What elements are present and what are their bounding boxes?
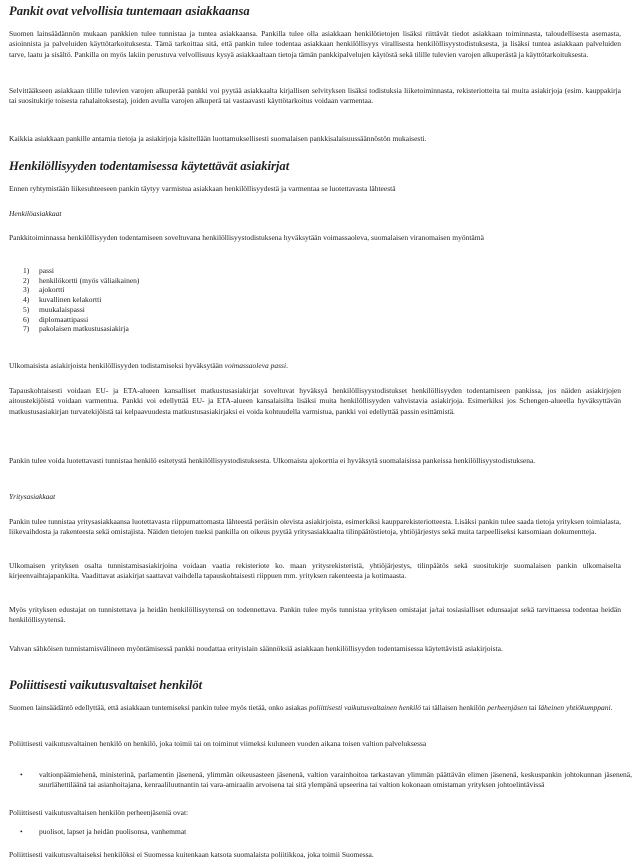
section-heading-politically-exposed-persons: Poliittisesti vaikutusvaltaiset henkilöt	[9, 678, 203, 692]
list-item: 7) pakolaisen matkustusasiakirja	[23, 324, 129, 334]
paragraph: Poliittisesti vaikutusvaltainen henkilö on henkilö, joka toimii tai on toiminut viimeksi kuluneen vuoden aikana toisen valtion palveluksessa	[9, 739, 427, 748]
paragraph: Poliittisesti vaikutusvaltaisen henkilön perheenjäseniä ovat:	[9, 808, 189, 817]
paragraph: Pankin tulee voida luotettavasti tunnistaa henkilö esitetystä henkilöllisyystodistuksesta. Ulkomaista ajokorttia ei hyväksytä suomalaisissa pankeissa henkilöllisyystodistuksena.	[9, 456, 536, 465]
paragraph: Selvittääkseen asiakkaan tilille tulevien varojen alkuperää pankki voi pyytää asiakkaalta kirjallisen selvityksen lisäksi todistuksia liiketoiminnasta, rekisteriotteita tai muita asiakirjoja (esim. kauppakirja tai suositukirje toisesta rahalaitoksesta), joiden avulla varojen alkuperä tai vastaavasti käyttötarkoitus voidaan varmentaa.	[9, 86, 621, 106]
list-item: 4) kuvallinen kelakortti	[23, 295, 102, 305]
paragraph: Suomen lainsäädäntö edellyttää, että asiakkaan tuntemiseksi pankin tulee myös tietää, onko asiakas poliittisesti vaikutusvaltainen henkilö tai tällaisen henkilön perheenjäsen tai läheinen yhtiökumppani.	[9, 703, 613, 712]
paragraph: Ennen ryhtymistään liikesuhteeseen pankin täytyy varmistua asiakkaan henkilöllisyydestä ja varmentaa se luotettavasta lähteestä	[9, 184, 396, 193]
bullet-icon: •	[20, 770, 23, 779]
bullet-icon: •	[20, 827, 23, 836]
paragraph: Pankkitoiminnassa henkilöllisyyden todentamiseen soveltuvana henkilöllisyystodistuksena hyväksytään voimassaoleva, suomalaisen viranomaisen myöntämä	[9, 233, 484, 242]
section-heading-identification-documents: Henkilöllisyyden todentamisessa käytettävät asiakirjat	[9, 159, 290, 173]
subheading-personal-customers: Henkilöasiakkaat	[9, 209, 62, 218]
paragraph: Pankin tulee tunnistaa yritysasiakkaansa luotettavasta riippumattomasta lähteestä peräisin olevista asiakirjoista, esimerkiksi kaupparekisteriotteesta. Lisäksi pankin tulee saada tietoja yrityksen toimialasta, liikevaihdosta ja rakenteesta sekä omistajista. Näiden tietojen tueksi pankilla on oikeus pyytää yritysasiakkaalta tilinpäätöstietoja, yhtiöjärjestys sekä muita tarpeelliseksi katsomiaan dokumentteja.	[9, 517, 621, 537]
section-heading-know-your-customer: Pankit ovat velvollisia tuntemaan asiakkaansa	[9, 4, 250, 18]
subheading-business-customers: Yritysasiakkaat	[9, 492, 56, 501]
family-members-list	[9, 827, 632, 837]
paragraph: Poliittisesti vaikutusvaltaiseksi henkilöksi ei Suomessa kuitenkaan katsota suomalaista poliitikkoa, joka toimii Suomessa.	[9, 850, 374, 859]
paragraph: Vahvan sähköisen tunnistamisvälineen myöntämisessä pankki noudattaa erityislain säännöksiä asiakkaan henkilöllisyyden todentamisessa käytettävistä asiakirjoista.	[9, 644, 503, 653]
list-item: 2) henkilökortti (myös väliaikainen)	[23, 275, 140, 285]
list-item: • valtionpäämiehenä, ministerinä, parlamentin jäsenenä, ylimmän oikeusasteen jäsenenä, valtion varainhoitoa tarkastavan ylimmän päättävän elimen jäsenenä, keskuspankin johtokunnan jäsenenä, suurlähettiläänä tai asianhoitajana, kenraaliluutnantin tai vara-amiraalin arvoisena tai sitä ylempänä upseerina tai valtion kokonaan omistaman yrityksen johtoelintävissä	[20, 770, 632, 790]
paragraph: Kaikkia asiakkaan pankille antamia tietoja ja asiakirjoja käsitellään luottamuksellisesti suomalaisen pankkisalaisuussäännöstön mukaisesti.	[9, 134, 427, 143]
accepted-documents-list	[9, 266, 632, 334]
list-item: 3) ajokortti	[23, 285, 65, 295]
pep-roles-list	[9, 770, 632, 791]
list-item: 5) muukalaispassi	[23, 304, 85, 314]
paragraph: Ulkomaisista asiakirjoista henkilöllisyyden todistamiseksi hyväksytään voimassaoleva passi.	[9, 361, 288, 370]
paragraph: Suomen lainsäädännön mukaan pankkien tulee tunnistaa ja tuntea asiakkaansa. Pankilla tulee olla asiakkaan henkilötietojen lisäksi riittävät tiedot asiakkaan toiminnasta, taloudellisesta asemasta, asioinnista ja palveluiden käyttötarkoituksesta. Tämä tarkoittaa sitä, että pankin tulee todentaa asiakkaan henkilöllisyys virallisesta henkilöllisyystodistuksesta, ja lisäksi tuntea asiakkaan palveluiden tarve, laatu ja sisältö. Pankilla on myös lakiin perustuva velvollisuus kysyä asiakkaaltaan tietoja tämän pankkipalvelujen käytöstä sekä tilille tulevien varojen alkuperästä ja käyttötarkoituksesta.	[9, 29, 621, 59]
list-item: • puolisot, lapset ja heidän puolisonsa, vanhemmat	[20, 827, 187, 836]
paragraph: Myös yrityksen edustajat on tunnistettava ja heidän henkilöllisyytensä on todennettava. Pankin tulee myös tunnistaa yrityksen omistajat ja/tai tosiasialliset edunsaajat sekä tarvittaessa todentaa heidän henkilöllisyytensä.	[9, 605, 621, 625]
list-item: 6) diplomaattipassi	[23, 314, 89, 324]
list-item: 1) passi	[23, 266, 54, 275]
paragraph: Ulkomaisen yrityksen osalta tunnistamisasiakirjoina voidaan vaatia rekisteriote ko. maan yritysrekisteristä, yhtiöjärjestys, tilinpäätös sekä suositukirje suomalaisen pankin ulkomaiselta kirjeenvaihtajapankilta. Vaadittavat asiakirjat saattavat vaihdella tapauskohtaisesti riippuen mm. yrityksen rakenteesta ja kotimaasta.	[9, 561, 621, 581]
paragraph: Tapauskohtaisesti voidaan EU- ja ETA-alueen kansalliset matkustusasiakirjat soveltuvat hyväksyä henkilöllisyystodistukset henkilöllisyyden todentamiseen pankissa, jos näiden asiakirjojen aitoustekijöistä voidaan varmentua. Pankki voi edellyttää EU- ja ETA-alueen kansalaisilta lisäksi muita henkilöllisyyden vahvistavia asiakirjoja. Esimerkiksi jos Schengen-alueella hyväksyttävän matkustusasiakirjan turvatekijöistä tai kelpaavuudesta matkustusasiakirjaksi ei voida kohtuudella varmistua, pankki voi edellyttää passin esittämistä.	[9, 386, 621, 416]
